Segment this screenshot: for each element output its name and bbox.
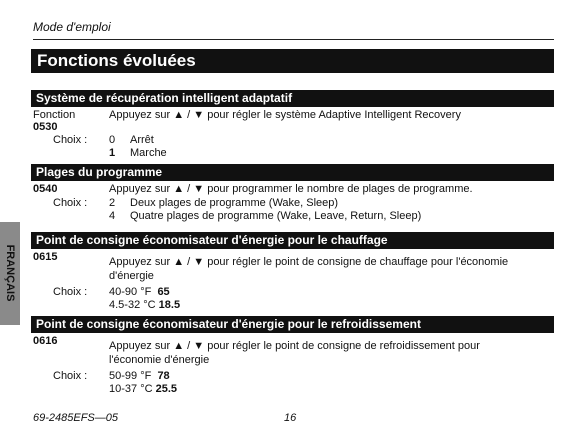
- fonction-label: Fonction: [33, 109, 76, 121]
- choice-key: 2: [109, 197, 116, 209]
- section-heading-heat-setpoint: Point de consigne économisateur d'énergie pour le chauffage: [31, 232, 554, 249]
- choice-key: 0: [109, 134, 116, 146]
- range-fahrenheit: 40-90 °F 65: [109, 286, 170, 298]
- default-value: 65: [157, 286, 170, 298]
- header-rule: [33, 39, 554, 40]
- instruction-text: d'énergie: [109, 270, 154, 282]
- default-value: 25.5: [155, 383, 178, 395]
- choice-text: Deux plages de programme (Wake, Sleep): [130, 197, 339, 209]
- running-header: Mode d'emploi: [33, 20, 111, 34]
- instruction-text: Appuyez sur ▲ / ▼ pour régler le système Adaptive Intelligent Recovery: [109, 109, 461, 121]
- function-code: 0616: [33, 335, 58, 347]
- default-value: 18.5: [158, 299, 181, 311]
- choix-label: Choix :: [53, 286, 88, 298]
- section-heading-recovery: Système de récupération intelligent adaptatif: [31, 90, 554, 107]
- section-heading-program-periods: Plages du programme: [31, 164, 554, 181]
- instruction-text: Appuyez sur ▲ / ▼ pour programmer le nombre de plages de programme.: [109, 183, 473, 195]
- language-tab-label: FRANÇAIS: [4, 244, 16, 302]
- function-code: 0530: [33, 121, 58, 133]
- instruction-text: Appuyez sur ▲ / ▼ pour régler le point de consigne de refroidissement pour: [109, 340, 480, 352]
- choice-text: Marche: [130, 147, 167, 159]
- page-title: Fonctions évoluées: [31, 49, 554, 73]
- choice-key: 1: [109, 147, 116, 159]
- page-number: 16: [284, 412, 297, 424]
- function-code: 0540: [33, 183, 58, 195]
- doc-number: 69-2485EFS—05: [33, 412, 118, 424]
- section-heading-cool-setpoint: Point de consigne économisateur d'énergie pour le refroidissement: [31, 316, 554, 333]
- instruction-text: l'économie d'énergie: [109, 354, 210, 366]
- function-code: 0615: [33, 251, 58, 263]
- choice-key: 4: [109, 210, 116, 222]
- range-celsius: 10-37 °C 25.5: [109, 383, 178, 395]
- default-value: 78: [157, 370, 170, 382]
- instruction-text: Appuyez sur ▲ / ▼ pour régler le point de consigne de chauffage pour l'économie: [109, 256, 509, 268]
- choix-label: Choix :: [53, 197, 88, 209]
- choice-text: Quatre plages de programme (Wake, Leave, Return, Sleep): [130, 210, 422, 222]
- range-celsius: 4.5-32 °C 18.5: [109, 299, 181, 311]
- range-fahrenheit: 50-99 °F 78: [109, 370, 170, 382]
- choix-label: Choix :: [53, 370, 88, 382]
- choice-text: Arrêt: [130, 134, 154, 146]
- choix-label: Choix :: [53, 134, 88, 146]
